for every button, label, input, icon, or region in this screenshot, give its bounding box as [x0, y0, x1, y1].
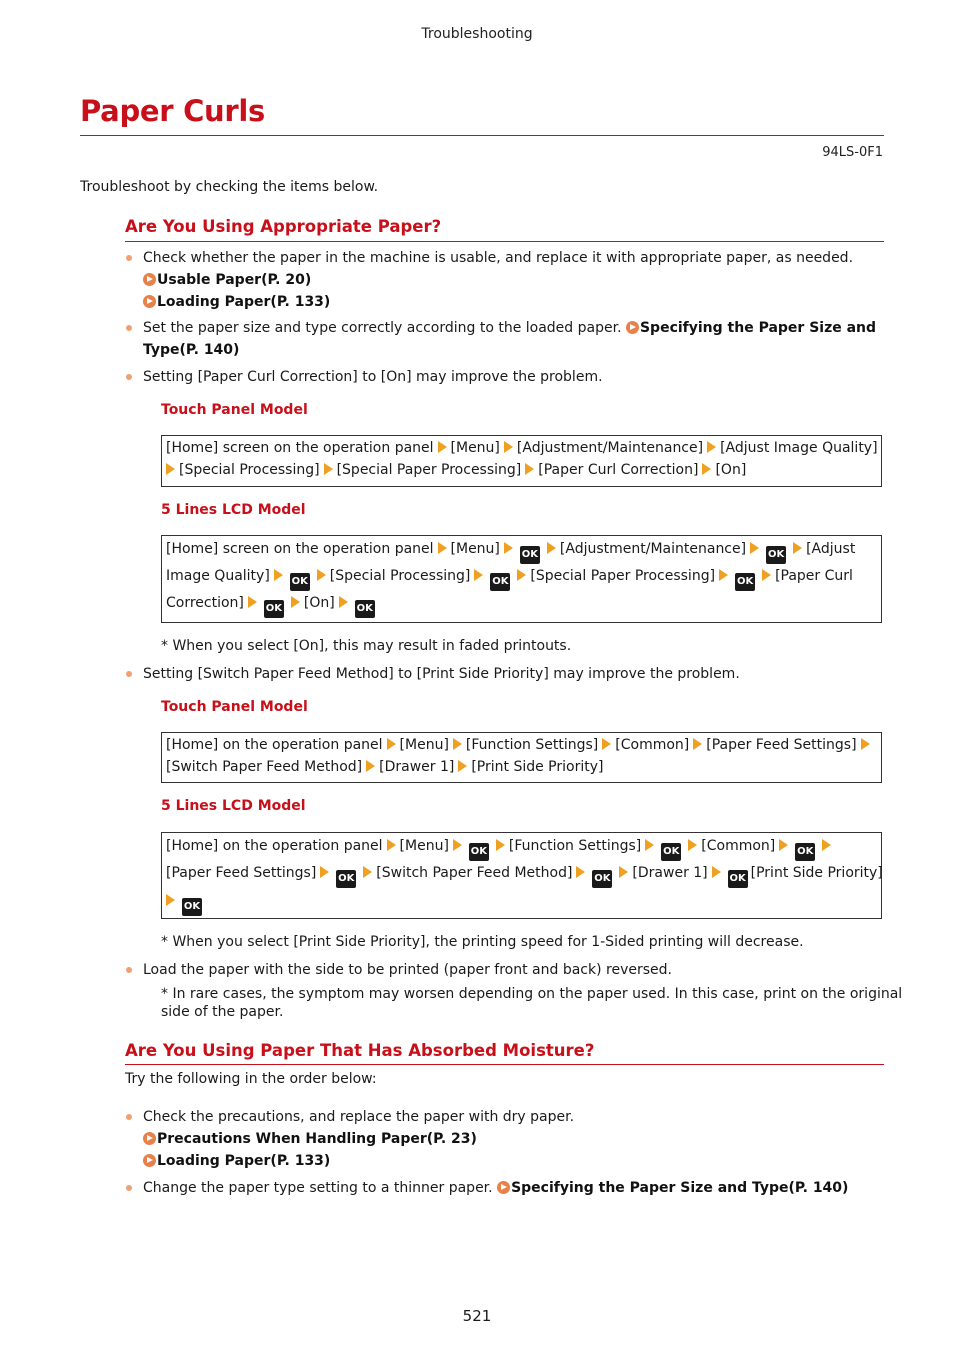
arrow-icon: [363, 866, 372, 878]
arrow-icon: [822, 839, 831, 851]
menu-path-step: [Special Processing]: [329, 568, 471, 584]
ok-key-icon: OK: [355, 600, 375, 618]
arrow-icon: [320, 866, 329, 878]
menu-path-step: [Adjustment/Maintenance]: [516, 440, 704, 456]
menu-path-step: [Adjustment/Maintenance]: [559, 541, 747, 557]
section-intro: Try the following in the order below:: [125, 1071, 377, 1087]
arrow-icon: [762, 569, 771, 581]
link-arrow-icon: [143, 295, 156, 308]
menu-path-step: [Menu]: [399, 838, 449, 854]
menu-path-step: [Function Settings]: [508, 838, 642, 854]
list-item: [143, 317, 883, 361]
link-text[interactable]: Loading Paper(P. 133): [157, 294, 331, 310]
menu-path-step: [Drawer 1]: [379, 759, 455, 775]
section-heading-moisture: Are You Using Paper That Has Absorbed Moisture?: [125, 1041, 595, 1060]
paper-size-type-link-cont[interactable]: Type(P. 140): [143, 342, 240, 358]
ok-key-icon: OK: [336, 870, 356, 888]
menu-path-step: [Menu]: [450, 440, 500, 456]
menu-path-step: [Special Paper Processing]: [530, 568, 716, 584]
link-text[interactable]: Specifying the Paper Size and: [639, 320, 877, 336]
arrow-icon: [317, 569, 326, 581]
lcd-steps-2: [161, 832, 882, 919]
arrow-icon: [517, 569, 526, 581]
arrow-icon: [496, 839, 505, 851]
arrow-icon: [645, 839, 654, 851]
menu-path-line: [166, 865, 883, 888]
arrow-icon: [525, 463, 534, 475]
arrow-icon: [248, 596, 257, 608]
bullet: [126, 255, 132, 261]
bullet-text: Set the paper size and type correctly according to the loaded paper.: [143, 320, 622, 336]
usable-paper-link[interactable]: [143, 269, 883, 291]
bullet: [126, 374, 132, 380]
arrow-icon: [324, 463, 333, 475]
link-text[interactable]: Usable Paper(P. 20): [157, 272, 312, 288]
arrow-icon: [474, 569, 483, 581]
touch-panel-label: Touch Panel Model: [161, 402, 308, 418]
running-header: Troubleshooting: [421, 26, 533, 42]
arrow-icon: [438, 441, 447, 453]
section-heading-appropriate-paper: Are You Using Appropriate Paper?: [125, 217, 442, 236]
note-faded: * When you select [On], this may result in faded printouts.: [161, 638, 572, 654]
note-rare-cases-cont: side of the paper.: [161, 1004, 284, 1020]
ok-key-icon: OK: [290, 573, 310, 591]
arrow-icon: [707, 441, 716, 453]
link-arrow-icon: [143, 273, 156, 286]
arrow-icon: [438, 542, 447, 554]
menu-path-step: [On]: [303, 595, 335, 611]
arrow-icon: [779, 839, 788, 851]
ok-key-icon: OK: [592, 870, 612, 888]
menu-path-step: [Adjust: [806, 541, 856, 557]
menu-path-step: Correction]: [166, 595, 244, 611]
menu-path-step: [Common]: [615, 737, 690, 753]
ok-key-icon: OK: [728, 870, 748, 888]
menu-path-step: [Print Side Priority]: [471, 759, 604, 775]
menu-path-line: [166, 893, 205, 916]
arrow-icon: [861, 738, 870, 750]
ok-key-icon: OK: [264, 600, 284, 618]
loading-paper-link[interactable]: [143, 1150, 883, 1172]
arrow-icon: [166, 894, 175, 906]
link-arrow-icon: [143, 1154, 156, 1167]
menu-path-step: [Menu]: [450, 541, 500, 557]
menu-path-step: [Paper Feed Settings]: [706, 737, 857, 753]
section-rule: [125, 1064, 884, 1065]
menu-path-step: [Home] screen on the operation panel: [166, 440, 434, 456]
link-arrow-icon: [497, 1181, 510, 1194]
ok-key-icon: OK: [766, 546, 786, 564]
lcd-steps: [161, 535, 882, 623]
arrow-icon: [339, 596, 348, 608]
bullet: [126, 1114, 132, 1120]
menu-path-step: [Adjust Image Quality]: [720, 440, 878, 456]
menu-path-step: [Home] on the operation panel: [166, 838, 383, 854]
menu-path-step: [Menu]: [399, 737, 449, 753]
menu-path-step: [Switch Paper Feed Method]: [166, 759, 363, 775]
arrow-icon: [793, 542, 802, 554]
page-number: 521: [462, 1307, 492, 1325]
menu-path-step: [Paper Curl Correction]: [538, 462, 699, 478]
list-item: [143, 1106, 883, 1172]
bullet-text: Check the precautions, and replace the paper with dry paper.: [143, 1109, 575, 1125]
arrow-icon: [702, 463, 711, 475]
bullet-text: Setting [Switch Paper Feed Method] to [Print Side Priority] may improve the problem.: [143, 666, 740, 682]
link-arrow-icon: [143, 1132, 156, 1145]
menu-path-step: [Function Settings]: [465, 737, 599, 753]
arrow-icon: [602, 738, 611, 750]
paper-size-type-link[interactable]: [497, 1180, 848, 1196]
menu-path-line: [166, 595, 378, 618]
bullet: [126, 671, 132, 677]
arrow-icon: [504, 542, 513, 554]
menu-path-step: [Paper Feed Settings]: [166, 865, 317, 881]
page-title: Paper Curls: [80, 94, 266, 128]
menu-path-step: Image Quality]: [166, 568, 270, 584]
arrow-icon: [688, 839, 697, 851]
note-speed: * When you select [Print Side Priority], the printing speed for 1-Sided printing will decrease.: [161, 934, 804, 950]
link-text[interactable]: Precautions When Handling Paper(P. 23): [157, 1131, 477, 1147]
menu-path-step: [Home] screen on the operation panel: [166, 541, 434, 557]
ok-key-icon: OK: [469, 843, 489, 861]
arrow-icon: [453, 738, 462, 750]
arrow-icon: [719, 569, 728, 581]
list-item: [143, 1177, 883, 1199]
touch-panel-steps: [161, 435, 882, 487]
arrow-icon: [166, 463, 175, 475]
section-rule: [125, 241, 884, 242]
menu-path-line: [166, 440, 878, 456]
arrow-icon: [274, 569, 283, 581]
bullet: [126, 967, 132, 973]
arrow-icon: [387, 839, 396, 851]
lcd-label: 5 Lines LCD Model: [161, 798, 306, 814]
menu-path-line: [166, 568, 853, 591]
arrow-icon: [504, 441, 513, 453]
menu-path-step: [Drawer 1]: [632, 865, 708, 881]
arrow-icon: [712, 866, 721, 878]
bullet-text: Change the paper type setting to a thinner paper.: [143, 1180, 493, 1196]
menu-path-step: [Paper Curl: [775, 568, 853, 584]
precautions-link[interactable]: [143, 1128, 883, 1150]
arrow-icon: [453, 839, 462, 851]
arrow-icon: [387, 738, 396, 750]
menu-path-line: [166, 541, 855, 564]
ok-key-icon: OK: [520, 546, 540, 564]
ok-key-icon: OK: [795, 843, 815, 861]
list-item: [143, 247, 883, 313]
document-id: 94LS-0F1: [822, 145, 883, 160]
ok-key-icon: OK: [661, 843, 681, 861]
paper-size-type-link[interactable]: [626, 320, 876, 336]
arrow-icon: [693, 738, 702, 750]
arrow-icon: [366, 760, 375, 772]
ok-key-icon: OK: [735, 573, 755, 591]
link-text[interactable]: Specifying the Paper Size and Type(P. 140): [511, 1180, 849, 1196]
menu-path-step: [Home] on the operation panel: [166, 737, 383, 753]
menu-path-step: [Special Processing]: [179, 462, 320, 478]
note-rare-cases: * In rare cases, the symptom may worsen depending on the paper used. In this case, print on the original: [161, 986, 903, 1002]
menu-path-line: [166, 838, 835, 861]
menu-path-line: [166, 759, 603, 775]
lcd-label: 5 Lines LCD Model: [161, 502, 306, 518]
arrow-icon: [458, 760, 467, 772]
arrow-icon: [576, 866, 585, 878]
menu-path-step: [Print Side Priority]: [750, 865, 883, 881]
touch-panel-steps-2: [161, 732, 882, 783]
menu-path-step: [Switch Paper Feed Method]: [376, 865, 573, 881]
bullet-text: Setting [Paper Curl Correction] to [On] may improve the problem.: [143, 369, 603, 385]
menu-path-line: [166, 737, 874, 753]
bullet: [126, 325, 132, 331]
arrow-icon: [750, 542, 759, 554]
link-text[interactable]: Loading Paper(P. 133): [157, 1153, 331, 1169]
menu-path-step: [On]: [715, 462, 747, 478]
arrow-icon: [291, 596, 300, 608]
bullet-text: Check whether the paper in the machine is usable, and replace it with appropriate paper, as needed.: [143, 250, 854, 266]
menu-path-line: [166, 462, 746, 478]
intro-text: Troubleshoot by checking the items below.: [80, 179, 379, 195]
loading-paper-link[interactable]: [143, 291, 883, 313]
ok-key-icon: OK: [182, 898, 202, 916]
arrow-icon: [619, 866, 628, 878]
title-rule: [80, 135, 884, 136]
ok-key-icon: OK: [490, 573, 510, 591]
link-arrow-icon: [626, 321, 639, 334]
touch-panel-label: Touch Panel Model: [161, 699, 308, 715]
bullet-text: Load the paper with the side to be printed (paper front and back) reversed.: [143, 962, 672, 978]
bullet: [126, 1185, 132, 1191]
menu-path-step: [Special Paper Processing]: [336, 462, 522, 478]
menu-path-step: [Common]: [701, 838, 776, 854]
arrow-icon: [547, 542, 556, 554]
